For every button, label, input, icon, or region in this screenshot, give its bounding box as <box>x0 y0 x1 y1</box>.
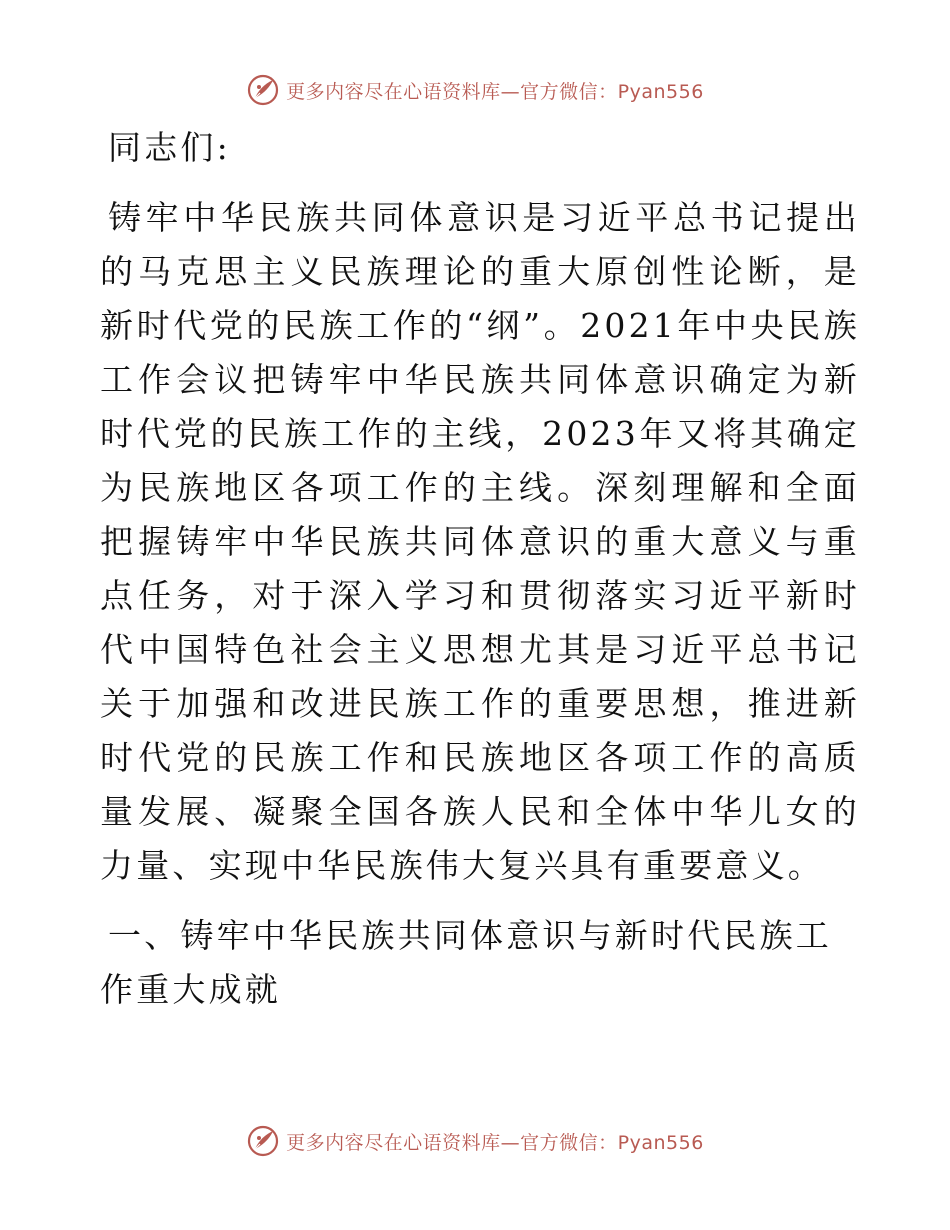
footer-watermark-text: 更多内容尽在心语资料库—官方微信：Pyan556 <box>286 1131 704 1154</box>
body-paragraph: 铸牢中华民族共同体意识是习近平总书记提出的马克思主义民族理论的重大原创性论断，是新时代党的民族工作的“纲”。2021年中央民族工作会议把铸牢中华民族共同体意识确定为新时代党的民族工作的主线，2023年又将其确定为民族地区各项工作的主线。深刻理解和全面把握铸牢中华民族共同体意识的重大意义与重点任务，对于深入学习和贯彻落实习近平新时代中国特色社会主义思想尤其是习近平总书记关于加强和改进民族工作的重要思想，推进新时代党的民族工作和民族地区各项工作的高质量发展、凝聚全国各族人民和全体中华儿女的力量、实现中华民族伟大复兴具有重要意义。 <box>100 198 860 885</box>
header-watermark <box>0 70 950 110</box>
document-body <box>100 121 860 1017</box>
header-watermark-text: 更多内容尽在心语资料库—官方微信：Pyan556 <box>286 80 704 103</box>
feather-pen-circle-icon <box>246 73 280 107</box>
section-heading: 一、铸牢中华民族共同体意识与新时代民族工作重大成就 <box>100 916 832 1009</box>
feather-pen-circle-icon <box>246 1124 280 1158</box>
footer-watermark <box>0 1121 950 1161</box>
salutation: 同志们: <box>108 128 231 167</box>
